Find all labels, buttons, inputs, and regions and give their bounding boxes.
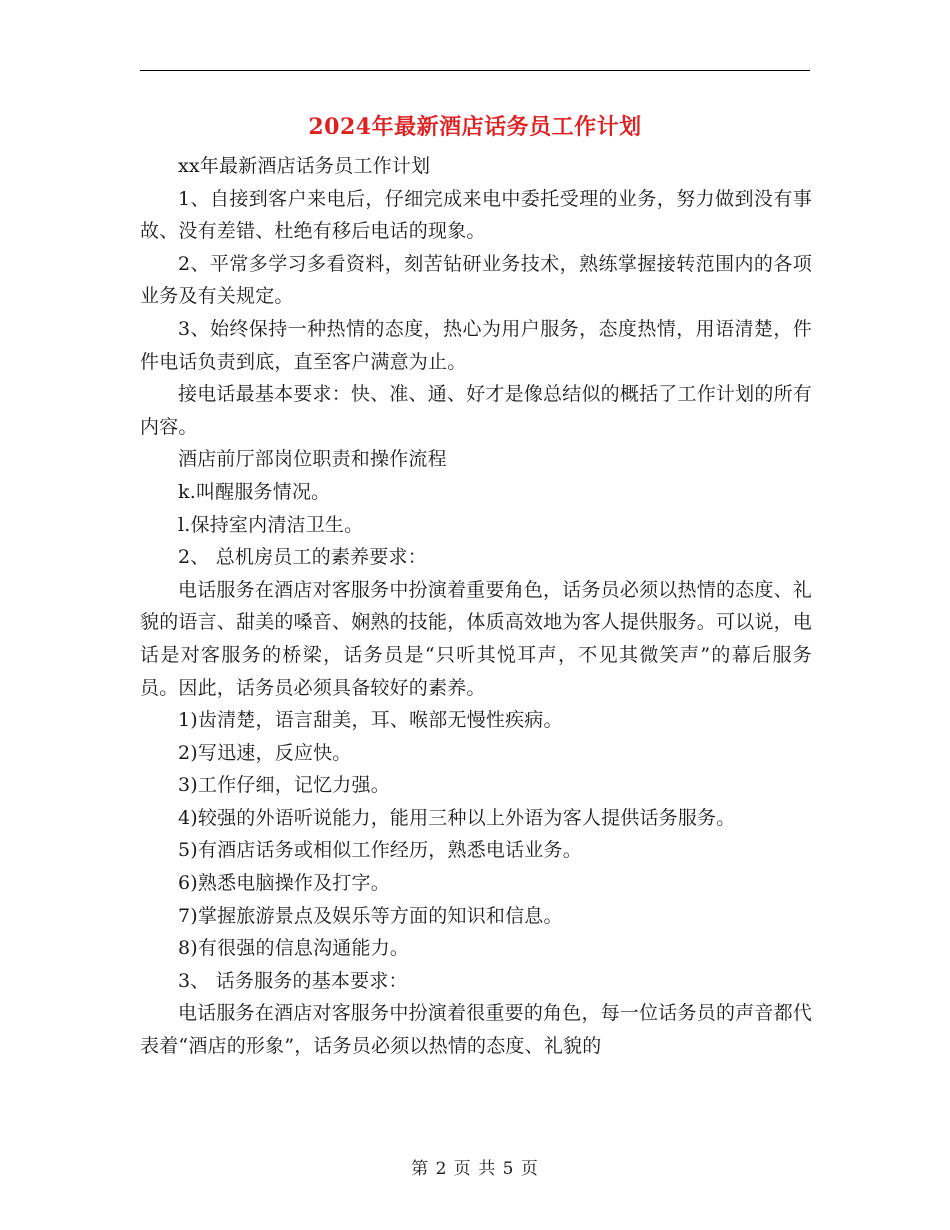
- document-title: 2024年最新酒店话务员工作计划: [308, 114, 642, 140]
- list-item: 7)掌握旅游景点及娱乐等方面的知识和信息。: [178, 904, 563, 927]
- list-item: 3)工作仔细，记忆力强。: [178, 774, 390, 797]
- page-number-footer: 第 2 页 共 5 页: [411, 1159, 539, 1179]
- list-item: k.叫醒服务情况。: [178, 480, 331, 503]
- section-heading: 酒店前厅部岗位职责和操作流程: [178, 448, 447, 471]
- list-item: 5)有酒店话务或相似工作经历，熟悉电话业务。: [178, 839, 582, 862]
- header-rule: [140, 70, 810, 71]
- list-item: l.保持室内清洁卫生。: [178, 513, 364, 536]
- paragraph: 3、始终保持一种热情的态度，热心为用户服务，态度热情，用语清楚，件件电话负责到底，直至客户满意为止。: [140, 317, 812, 373]
- list-item: 8)有很强的信息沟通能力。: [178, 937, 410, 960]
- paragraph: 接电话最基本要求：快、准、通、好才是像总结似的概括了工作计划的所有内容。: [140, 383, 812, 438]
- paragraph: 电话服务在酒店对客服务中扮演着重要角色，话务员必须以热情的态度、礼貌的语言、甜美的嗓音、娴熟的技能，体质高效地为客人提供服务。可以说，电话是对客服务的桥梁，话务员是“只听其悦耳声，不见其微笑声”的幕后服务员。因此，话务员必须具备较好的素养。: [140, 578, 813, 699]
- list-item: 4)较强的外语听说能力，能用三种以上外语为客人提供话务服务。: [178, 806, 736, 829]
- paragraph: 2、平常多学习多看资料，刻苦钻研业务技术，熟练掌握接转范围内的各项业务及有关规定。: [140, 252, 812, 308]
- section-heading: 3、 话务服务的基本要求：: [178, 969, 408, 992]
- list-item: 2)写迅速，反应快。: [178, 741, 352, 764]
- list-item: 1)齿清楚，语言甜美，耳、喉部无慢性疾病。: [178, 709, 563, 732]
- document-body: [140, 150, 812, 1063]
- list-item: 6)熟悉电脑操作及打字。: [178, 872, 390, 895]
- paragraph: 1、自接到客户来电后，仔细完成来电中委托受理的业务，努力做到没有事故、没有差错、杜绝有移后电话的现象。: [140, 187, 812, 243]
- paragraph: 电话服务在酒店对客服务中扮演着很重要的角色，每一位话务员的声音都代表着“酒店的形象”，话务员必须以热情的态度、礼貌的: [140, 1002, 812, 1058]
- section-heading: 2、 总机房员工的素养要求：: [178, 546, 427, 569]
- paragraph-subtitle: xx年最新酒店话务员工作计划: [178, 155, 431, 177]
